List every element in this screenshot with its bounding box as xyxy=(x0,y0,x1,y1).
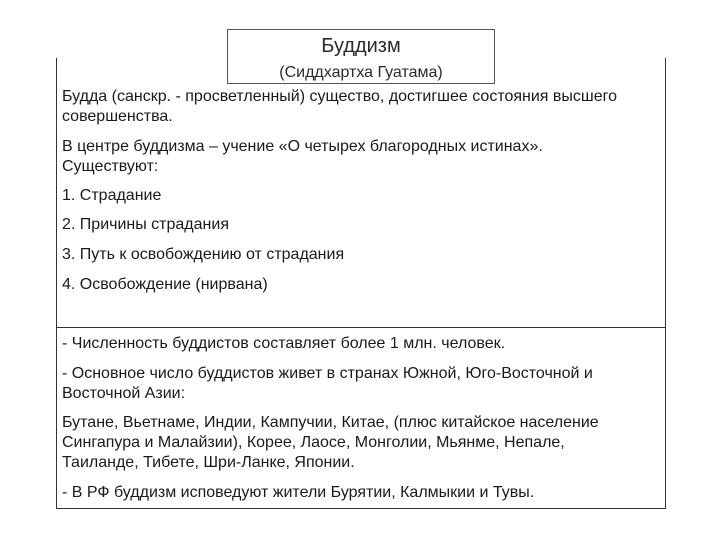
page-subtitle: (Сиддхартха Гуатама) xyxy=(279,64,443,81)
page-title: Буддизм xyxy=(321,35,401,57)
center-line-2: Существуют: xyxy=(62,158,159,175)
main-countries-line-2: Восточной Азии: xyxy=(62,385,186,402)
section-divider xyxy=(56,327,666,328)
title-box xyxy=(227,29,495,84)
russia-line: - В РФ буддизм исповедуют жители Бурятии, Калмыкии и Тувы. xyxy=(62,484,535,501)
definition-line-1: Будда (санскр. - просветленный) существо, достигшее состояния высшего xyxy=(62,88,618,105)
center-line-1: В центре буддизма – учение «О четырех благородных истинах». xyxy=(62,138,543,155)
countries-list-line-2: Сингапура и Малайзии), Корее, Лаосе, Монголии, Мьянме, Непале, xyxy=(62,434,565,451)
definition-line-2: совершенства. xyxy=(62,108,173,125)
truth-item-1: 1. Страдание xyxy=(62,187,162,204)
truth-item-4: 4. Освобождение (нирвана) xyxy=(62,276,268,293)
truth-item-2: 2. Причины страдания xyxy=(62,216,229,233)
countries-list-line-1: Бутане, Вьетнаме, Индии, Кампучии, Китае, (плюс китайское население xyxy=(62,414,599,431)
count-line: - Численность буддистов составляет более 1 млн. человек. xyxy=(62,335,506,352)
main-countries-line-1: - Основное число буддистов живет в странах Южной, Юго-Восточной и xyxy=(62,365,593,382)
countries-list-line-3: Таиланде, Тибете, Шри-Ланке, Японии. xyxy=(62,454,355,471)
truth-item-3: 3. Путь к освобождению от страдания xyxy=(62,246,345,263)
